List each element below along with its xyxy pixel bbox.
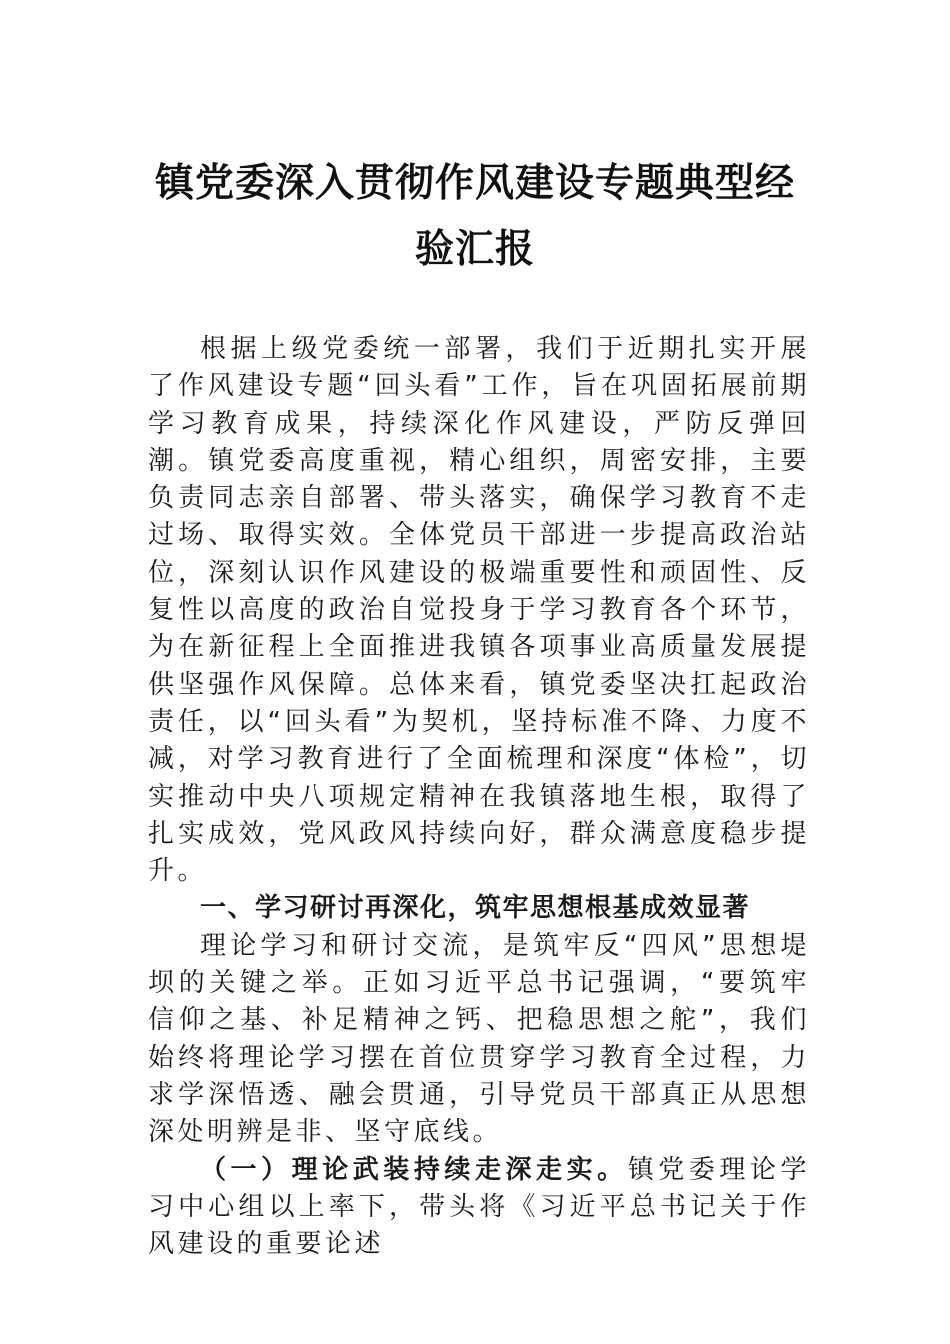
subsection-1-text: 镇党委理论学习中心组以上率下，带头将《习近平总书记关于作风建设的重要论述 <box>148 1154 810 1260</box>
document-title: 镇党委深入贯彻作风建设专题典型经验汇报 <box>154 160 795 272</box>
subsection-1-heading: （一）理论武装持续走深走实。 <box>200 1154 628 1185</box>
subsection-1-paragraph <box>148 1152 810 1264</box>
document-body <box>148 331 810 1263</box>
section-1-heading: 一、学习研讨再深化，筑牢思想根基成效显著 <box>200 893 751 924</box>
section-1-paragraph: 理论学习和研讨交流，是筑牢反“四风”思想堤坝的关键之举。正如习近平总书记强调，“要筑牢信仰之基、补足精神之钙、把稳思想之舵”，我们始终将理论学习摆在首位贯穿学习教育全过程，力求学深悟透、融会贯通，引导党员干部真正从思想深处明辨是非、坚守底线。 <box>148 930 810 1148</box>
intro-paragraph: 根据上级党委统一部署，我们于近期扎实开展了作风建设专题“回头看”工作，旨在巩固拓展前期学习教育成果，持续深化作风建设，严防反弹回潮。镇党委高度重视，精心组织，周密安排，主要负责同志亲自部署、带头落实，确保学习教育不走过场、取得实效。全体党员干部进一步提高政治站位，深刻认识作风建设的极端重要性和顽固性、反复性以高度的政治自觉投身于学习教育各个环节，为在新征程上全面推进我镇各项事业高质量发展提供坚强作风保障。总体来看，镇党委坚决扛起政治责任，以“回头看”为契机，坚持标准不降、力度不减，对学习教育进行了全面梳理和深度“体检”，切实推动中央八项规定精神在我镇落地生根，取得了扎实成效，党风政风持续向好，群众满意度稳步提升。 <box>148 334 810 887</box>
